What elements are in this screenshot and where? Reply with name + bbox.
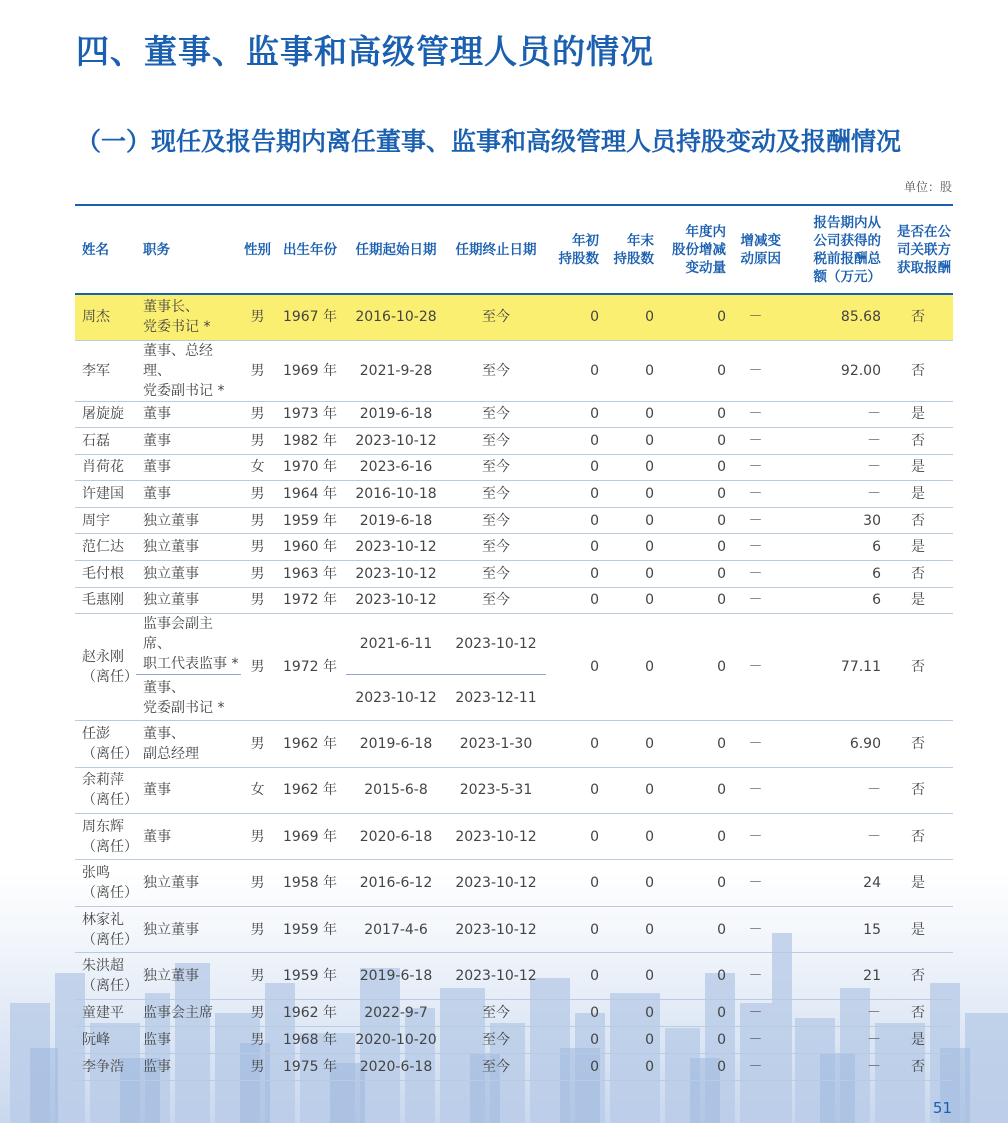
term-end: 2023-10-12 <box>446 953 546 999</box>
table-row <box>75 860 953 906</box>
shares-begin: 0 <box>546 1053 601 1080</box>
term-end: 2023-5-31 <box>446 767 546 813</box>
shares-change: 0 <box>656 561 728 588</box>
shares-begin: 0 <box>546 1026 601 1053</box>
person-born: 1969 年 <box>274 814 346 860</box>
person-born: 1959 年 <box>274 953 346 999</box>
pay: 30 <box>783 507 883 534</box>
person-role: 独立董事 <box>136 906 241 952</box>
shares-end: 0 <box>601 860 656 906</box>
person-name: 毛惠刚 <box>75 587 136 614</box>
person-role: 监事会主席 <box>136 999 241 1026</box>
related-pay: 否 <box>883 999 953 1026</box>
change-reason: － <box>728 767 783 813</box>
term-start: 2021-9-28 <box>346 340 446 401</box>
col-header: 是否在公 司关联方 获取报酬 <box>883 205 953 294</box>
person-born: 1969 年 <box>274 340 346 401</box>
person-role: 独立董事 <box>136 860 241 906</box>
person-born: 1972 年 <box>274 614 346 721</box>
shares-end: 0 <box>601 999 656 1026</box>
shares-end: 0 <box>601 507 656 534</box>
term-start: 2019-6-18 <box>346 953 446 999</box>
pay: － <box>783 428 883 455</box>
term-end: 至今 <box>446 1026 546 1053</box>
term-start: 2019-6-18 <box>346 507 446 534</box>
shares-begin: 0 <box>546 767 601 813</box>
person-born: 1968 年 <box>274 1026 346 1053</box>
shares-end: 0 <box>601 534 656 561</box>
person-name: 童建平 <box>75 999 136 1026</box>
term-start: 2016-10-28 <box>346 294 446 340</box>
table-row <box>75 767 953 813</box>
person-role: 董事 <box>136 767 241 813</box>
pay: 85.68 <box>783 294 883 340</box>
shares-end: 0 <box>601 454 656 481</box>
person-born: 1962 年 <box>274 721 346 767</box>
table-header-row <box>75 205 953 294</box>
related-pay: 否 <box>883 1053 953 1080</box>
change-reason: － <box>728 534 783 561</box>
shares-end: 0 <box>601 767 656 813</box>
related-pay: 否 <box>883 507 953 534</box>
change-reason: － <box>728 561 783 588</box>
term-start: 2023-6-16 <box>346 454 446 481</box>
shares-end: 0 <box>601 1026 656 1053</box>
shares-begin: 0 <box>546 294 601 340</box>
shares-end: 0 <box>601 428 656 455</box>
shares-begin: 0 <box>546 454 601 481</box>
term-start: 2015-6-8 <box>346 767 446 813</box>
term-end: 2023-10-12 <box>446 906 546 952</box>
person-role: 独立董事 <box>136 587 241 614</box>
shares-change: 0 <box>656 860 728 906</box>
term-start: 2023-10-12 <box>346 428 446 455</box>
related-pay: 是 <box>883 587 953 614</box>
shares-change: 0 <box>656 999 728 1026</box>
shares-begin: 0 <box>546 481 601 508</box>
person-sex: 男 <box>241 999 274 1026</box>
term-start: 2019-6-18 <box>346 401 446 428</box>
person-born: 1964 年 <box>274 481 346 508</box>
shares-begin: 0 <box>546 953 601 999</box>
change-reason: － <box>728 1026 783 1053</box>
pay: － <box>783 401 883 428</box>
change-reason: － <box>728 953 783 999</box>
change-reason: － <box>728 999 783 1026</box>
change-reason: － <box>728 814 783 860</box>
pay: 21 <box>783 953 883 999</box>
shares-begin: 0 <box>546 587 601 614</box>
shares-begin: 0 <box>546 340 601 401</box>
change-reason: － <box>728 294 783 340</box>
change-reason: － <box>728 614 783 721</box>
shares-end: 0 <box>601 814 656 860</box>
table-row <box>75 814 953 860</box>
change-reason: － <box>728 428 783 455</box>
col-header: 任期终止日期 <box>446 205 546 294</box>
pay: 15 <box>783 906 883 952</box>
term-start: 2019-6-18 <box>346 721 446 767</box>
term-end: 2023-10-12 <box>446 614 546 675</box>
related-pay: 否 <box>883 721 953 767</box>
related-pay: 是 <box>883 454 953 481</box>
pay: 6 <box>783 561 883 588</box>
person-born: 1975 年 <box>274 1053 346 1080</box>
person-sex: 男 <box>241 614 274 721</box>
table-row <box>75 1053 953 1080</box>
shares-begin: 0 <box>546 534 601 561</box>
person-born: 1963 年 <box>274 561 346 588</box>
person-name: 赵永刚 （离任） <box>75 614 136 721</box>
person-role: 董事、 党委副书记 * <box>136 675 241 721</box>
person-name: 周宇 <box>75 507 136 534</box>
shares-change: 0 <box>656 428 728 455</box>
shares-end: 0 <box>601 953 656 999</box>
shares-end: 0 <box>601 1053 656 1080</box>
person-born: 1958 年 <box>274 860 346 906</box>
person-sex: 男 <box>241 906 274 952</box>
pay: － <box>783 814 883 860</box>
related-pay: 否 <box>883 953 953 999</box>
change-reason: － <box>728 507 783 534</box>
pay: 92.00 <box>783 340 883 401</box>
person-name: 周杰 <box>75 294 136 340</box>
person-born: 1982 年 <box>274 428 346 455</box>
person-role: 监事 <box>136 1053 241 1080</box>
person-name: 肖荷花 <box>75 454 136 481</box>
related-pay: 否 <box>883 340 953 401</box>
change-reason: － <box>728 340 783 401</box>
shares-change: 0 <box>656 614 728 721</box>
term-end: 2023-10-12 <box>446 860 546 906</box>
person-sex: 男 <box>241 953 274 999</box>
shares-begin: 0 <box>546 561 601 588</box>
person-sex: 男 <box>241 1053 274 1080</box>
shares-change: 0 <box>656 401 728 428</box>
change-reason: － <box>728 587 783 614</box>
person-role: 董事、总经理、 党委副书记 * <box>136 340 241 401</box>
person-born: 1959 年 <box>274 507 346 534</box>
shares-end: 0 <box>601 721 656 767</box>
person-role: 董事长、 党委书记 * <box>136 294 241 340</box>
person-name: 李军 <box>75 340 136 401</box>
term-end: 至今 <box>446 1053 546 1080</box>
table-row <box>75 721 953 767</box>
pay: 77.11 <box>783 614 883 721</box>
term-start: 2021-6-11 <box>346 614 446 675</box>
person-sex: 男 <box>241 721 274 767</box>
term-end: 至今 <box>446 999 546 1026</box>
shares-begin: 0 <box>546 401 601 428</box>
related-pay: 否 <box>883 561 953 588</box>
person-born: 1973 年 <box>274 401 346 428</box>
term-start: 2020-10-20 <box>346 1026 446 1053</box>
shares-begin: 0 <box>546 721 601 767</box>
change-reason: － <box>728 401 783 428</box>
person-born: 1972 年 <box>274 587 346 614</box>
related-pay: 否 <box>883 294 953 340</box>
col-header: 任期起始日期 <box>346 205 446 294</box>
person-sex: 女 <box>241 454 274 481</box>
person-role: 董事、 副总经理 <box>136 721 241 767</box>
shares-change: 0 <box>656 454 728 481</box>
change-reason: － <box>728 721 783 767</box>
col-header: 报告期内从 公司获得的 税前报酬总 额（万元） <box>783 205 883 294</box>
person-sex: 男 <box>241 1026 274 1053</box>
shares-begin: 0 <box>546 860 601 906</box>
person-sex: 男 <box>241 587 274 614</box>
person-role: 独立董事 <box>136 953 241 999</box>
pay: － <box>783 767 883 813</box>
person-sex: 男 <box>241 294 274 340</box>
related-pay: 是 <box>883 860 953 906</box>
table-row <box>75 906 953 952</box>
person-born: 1962 年 <box>274 767 346 813</box>
term-start: 2023-10-12 <box>346 587 446 614</box>
person-sex: 女 <box>241 767 274 813</box>
shares-begin: 0 <box>546 614 601 721</box>
related-pay: 是 <box>883 401 953 428</box>
shares-change: 0 <box>656 767 728 813</box>
table-row <box>75 534 953 561</box>
term-end: 至今 <box>446 507 546 534</box>
col-header: 性别 <box>241 205 274 294</box>
person-role: 董事 <box>136 814 241 860</box>
shares-end: 0 <box>601 906 656 952</box>
col-header: 增减变 动原因 <box>728 205 783 294</box>
pay: 6 <box>783 534 883 561</box>
shares-begin: 0 <box>546 906 601 952</box>
change-reason: － <box>728 454 783 481</box>
table-row <box>75 401 953 428</box>
person-name: 朱洪超 （离任） <box>75 953 136 999</box>
person-role: 董事 <box>136 428 241 455</box>
person-name: 许建国 <box>75 481 136 508</box>
shares-end: 0 <box>601 614 656 721</box>
person-role: 董事 <box>136 401 241 428</box>
shares-change: 0 <box>656 534 728 561</box>
unit-label: 单位：股 <box>903 180 952 194</box>
shares-change: 0 <box>656 721 728 767</box>
shares-change: 0 <box>656 294 728 340</box>
table-row <box>75 481 953 508</box>
shares-change: 0 <box>656 906 728 952</box>
person-role: 独立董事 <box>136 561 241 588</box>
col-header: 姓名 <box>75 205 136 294</box>
term-start: 2017-4-6 <box>346 906 446 952</box>
table-row <box>75 1026 953 1053</box>
person-role: 董事 <box>136 454 241 481</box>
person-born: 1960 年 <box>274 534 346 561</box>
term-start: 2022-9-7 <box>346 999 446 1026</box>
shares-change: 0 <box>656 481 728 508</box>
shares-begin: 0 <box>546 999 601 1026</box>
term-end: 2023-12-11 <box>446 675 546 721</box>
col-header: 出生年份 <box>274 205 346 294</box>
term-start: 2023-10-12 <box>346 534 446 561</box>
term-end: 至今 <box>446 587 546 614</box>
term-start: 2020-6-18 <box>346 1053 446 1080</box>
person-sex: 男 <box>241 814 274 860</box>
table-row <box>75 953 953 999</box>
person-name: 毛付根 <box>75 561 136 588</box>
related-pay: 否 <box>883 814 953 860</box>
related-pay: 是 <box>883 534 953 561</box>
table-row <box>75 614 953 675</box>
person-role: 董事 <box>136 481 241 508</box>
person-sex: 男 <box>241 481 274 508</box>
person-sex: 男 <box>241 340 274 401</box>
person-name: 阮峰 <box>75 1026 136 1053</box>
person-born: 1962 年 <box>274 999 346 1026</box>
term-end: 至今 <box>446 294 546 340</box>
person-name: 林家礼 （离任） <box>75 906 136 952</box>
person-sex: 男 <box>241 401 274 428</box>
change-reason: － <box>728 906 783 952</box>
shares-end: 0 <box>601 587 656 614</box>
related-pay: 是 <box>883 481 953 508</box>
shares-begin: 0 <box>546 814 601 860</box>
page-number: 51 <box>932 1099 952 1117</box>
shares-end: 0 <box>601 401 656 428</box>
pay: － <box>783 454 883 481</box>
shares-change: 0 <box>656 587 728 614</box>
shares-change: 0 <box>656 1026 728 1053</box>
change-reason: － <box>728 481 783 508</box>
subsection-title: （一）现任及报告期内离任董事、监事和高级管理人员持股变动及报酬情况 <box>76 127 902 156</box>
person-sex: 男 <box>241 860 274 906</box>
shares-change: 0 <box>656 340 728 401</box>
shares-change: 0 <box>656 1053 728 1080</box>
term-end: 2023-10-12 <box>446 814 546 860</box>
term-end: 至今 <box>446 401 546 428</box>
related-pay: 是 <box>883 906 953 952</box>
section-title: 四、董事、监事和高级管理人员的情况 <box>76 32 654 71</box>
col-header: 职务 <box>136 205 241 294</box>
col-header: 年度内 股份增减 变动量 <box>656 205 728 294</box>
pay: 6.90 <box>783 721 883 767</box>
table-row <box>75 454 953 481</box>
holdings-table <box>75 204 953 1081</box>
term-end: 至今 <box>446 561 546 588</box>
pay: 24 <box>783 860 883 906</box>
person-role: 监事 <box>136 1026 241 1053</box>
shares-end: 0 <box>601 561 656 588</box>
shares-begin: 0 <box>546 507 601 534</box>
pay: － <box>783 1026 883 1053</box>
col-header: 年末 持股数 <box>601 205 656 294</box>
shares-end: 0 <box>601 481 656 508</box>
person-name: 余莉萍 （离任） <box>75 767 136 813</box>
term-start: 2023-10-12 <box>346 675 446 721</box>
person-role: 独立董事 <box>136 507 241 534</box>
person-name: 周东辉 （离任） <box>75 814 136 860</box>
term-start: 2023-10-12 <box>346 561 446 588</box>
pay: － <box>783 999 883 1026</box>
term-end: 至今 <box>446 534 546 561</box>
table-row <box>75 999 953 1026</box>
term-start: 2016-10-18 <box>346 481 446 508</box>
related-pay: 否 <box>883 767 953 813</box>
related-pay: 是 <box>883 1026 953 1053</box>
shares-change: 0 <box>656 953 728 999</box>
person-sex: 男 <box>241 561 274 588</box>
term-end: 至今 <box>446 428 546 455</box>
table-row <box>75 507 953 534</box>
person-name: 范仁达 <box>75 534 136 561</box>
shares-end: 0 <box>601 294 656 340</box>
term-start: 2020-6-18 <box>346 814 446 860</box>
term-end: 至今 <box>446 340 546 401</box>
person-name: 张鸣 （离任） <box>75 860 136 906</box>
shares-change: 0 <box>656 507 728 534</box>
person-sex: 男 <box>241 507 274 534</box>
shares-end: 0 <box>601 340 656 401</box>
person-sex: 男 <box>241 428 274 455</box>
shares-change: 0 <box>656 814 728 860</box>
shares-begin: 0 <box>546 428 601 455</box>
table-row <box>75 428 953 455</box>
term-end: 2023-1-30 <box>446 721 546 767</box>
pay: 6 <box>783 587 883 614</box>
change-reason: － <box>728 1053 783 1080</box>
table-row <box>75 587 953 614</box>
related-pay: 否 <box>883 428 953 455</box>
col-header: 年初 持股数 <box>546 205 601 294</box>
table-row <box>75 294 953 340</box>
pay: － <box>783 481 883 508</box>
person-name: 屠旋旋 <box>75 401 136 428</box>
person-role: 独立董事 <box>136 534 241 561</box>
change-reason: － <box>728 860 783 906</box>
table-row <box>75 561 953 588</box>
person-name: 任澎 （离任） <box>75 721 136 767</box>
person-role: 监事会副主席、 职工代表监事 * <box>136 614 241 675</box>
person-name: 李争浩 <box>75 1053 136 1080</box>
person-born: 1967 年 <box>274 294 346 340</box>
term-end: 至今 <box>446 454 546 481</box>
person-name: 石磊 <box>75 428 136 455</box>
pay: － <box>783 1053 883 1080</box>
term-end: 至今 <box>446 481 546 508</box>
term-start: 2016-6-12 <box>346 860 446 906</box>
person-born: 1959 年 <box>274 906 346 952</box>
table-row <box>75 340 953 401</box>
related-pay: 否 <box>883 614 953 721</box>
person-born: 1970 年 <box>274 454 346 481</box>
person-sex: 男 <box>241 534 274 561</box>
